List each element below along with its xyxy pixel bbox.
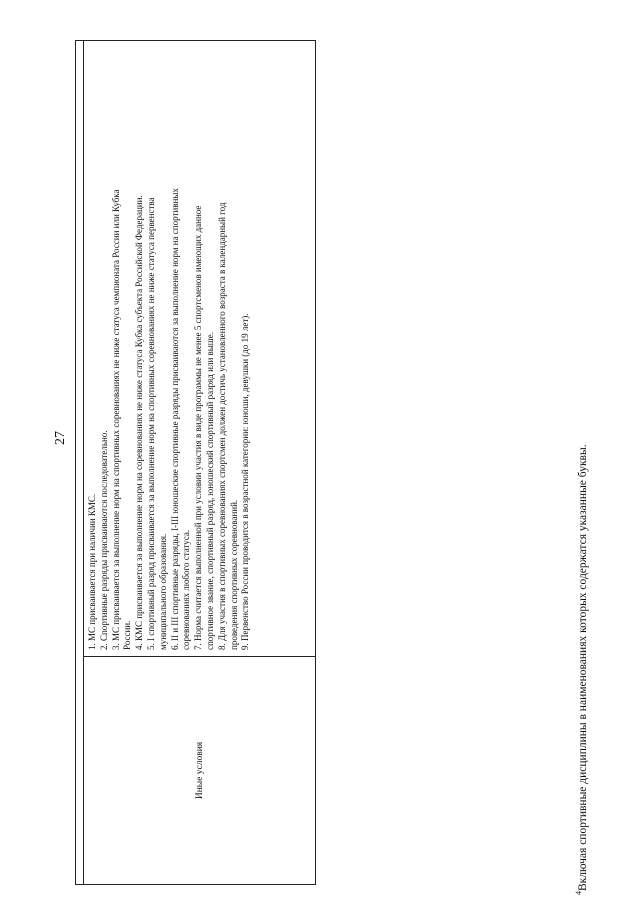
condition-line: 7. Норма считается выполненной при условии участия в виде программы не менее 5 спортсменов имеющих данное xyxy=(193,205,204,650)
conditions-cell xyxy=(84,41,315,656)
footnote-text: Включая спортивные дисциплины в наименованиях которых содержатся указанные буквы. xyxy=(576,444,589,891)
condition-line: 5. I спортивный разряд присваивается за выполнение норм на спортивных соревнованиях не ниже статуса первенства xyxy=(145,197,156,650)
condition-line: 4. КМС присваивается за выполнение норм на соревнованиях не ниже статуса Кубка субъекта Российской Федерации. xyxy=(134,195,145,650)
table-header-strip xyxy=(76,41,84,884)
condition-line: России. xyxy=(122,620,133,650)
footnote-marker: 4 xyxy=(574,891,583,895)
condition-line: 1. МС присваивается при наличии КМС. xyxy=(87,493,97,650)
condition-line: спортивное звание, спортивный разряд, юношеский спортивный разряд или выше. xyxy=(204,332,215,650)
footnote xyxy=(574,355,589,895)
condition-line: 8. Для участия в спортивных соревнованиях спортсмен должен достичь установленного возраста в календарный год xyxy=(216,202,227,650)
page-number: 27 xyxy=(53,431,68,445)
label-cell xyxy=(84,656,315,884)
condition-line: муниципального образования. xyxy=(157,533,168,650)
condition-line: 6. II и III спортивные разряды, I-III юношеские спортивные разряды присваиваются за выполнение норм на спортивных xyxy=(169,188,180,650)
condition-line: 3. МС присваивается за выполнение норм на спортивных соревнованиях не ниже статуса чемпионата России или Кубка xyxy=(110,189,121,650)
label-text: Иные условия xyxy=(194,741,205,800)
condition-line: проведения спортивных соревнований. xyxy=(228,499,239,650)
condition-line: 2. Спортивные разряды присваиваются последовательно. xyxy=(98,430,109,650)
condition-line: 9. Первенство России проводится в возрастной категории: юноши, девушки (до 19 лет). xyxy=(240,313,251,650)
condition-line: соревнованиях любого статуса. xyxy=(181,529,192,650)
conditions-table xyxy=(75,40,316,885)
